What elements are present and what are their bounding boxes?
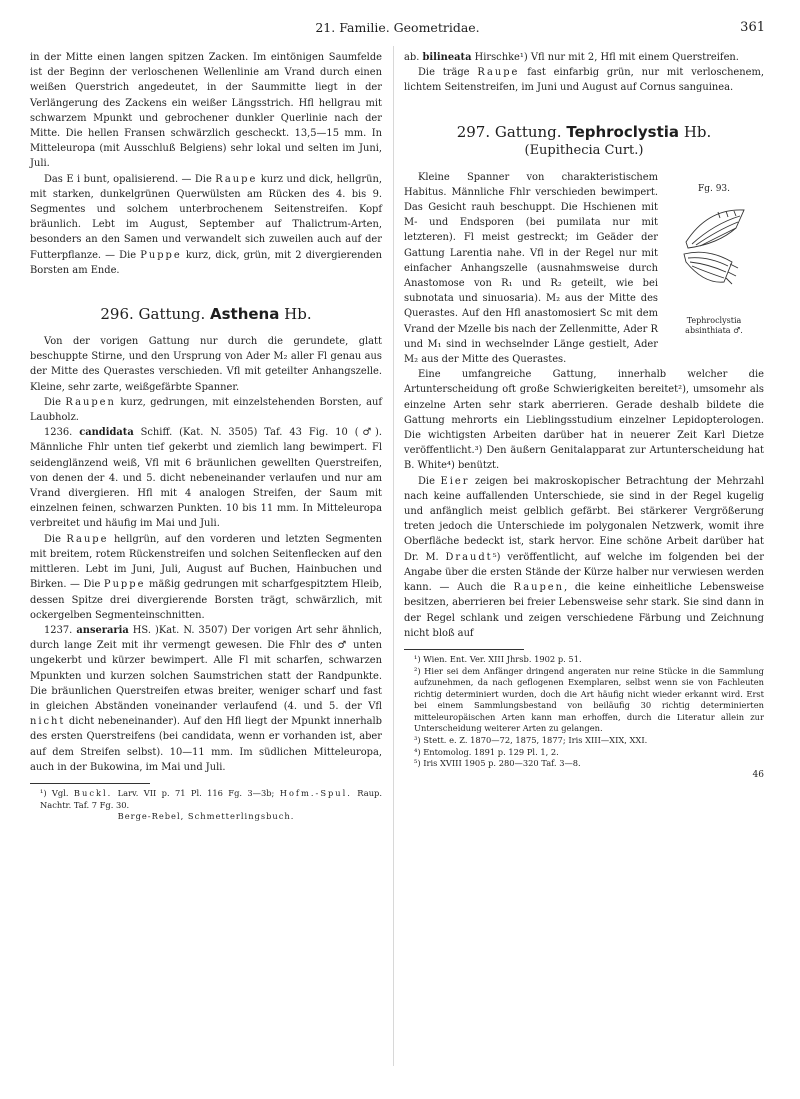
footnotes-left — [30, 783, 382, 823]
paragraph-right-1: ab. bilineata Hirschke¹) Vfl nur mit 2, Hfl mit einem Querstreifen. — [404, 52, 739, 63]
heading-synonym: (Eupithecia Curt.) — [524, 142, 644, 158]
paragraph-right-4: Eine umfangreiche Gattung, innerhalb welcher die Artunterscheidung oft große Schwierigkeiten bereitet²), umsomehr als einzelne Arten sehr stark aberrieren. Gerade deshalb bildete die Gattung mehrorts ein Lieblingsstudium einzelner Lepidopterologen. Die wichtigsten Arbeiten darüber hat in neuerer Zeit Karl Dietze veröffentlicht.³) Den äußern Genitalapparat zur Artunterscheidung hat B. White⁴) benützt. — [404, 369, 764, 472]
publisher-imprint: Berge-Rebel, Schmetterlingsbuch. — [117, 811, 295, 822]
figure-93 — [664, 170, 764, 346]
wing-venation-icon — [678, 202, 750, 312]
paragraph-right-2: Die träge Raupe fast einfarbig grün, nur mit verloschenem, lichtem Seitenstreifen, im Juni und August auf Cornus sanguinea. — [404, 67, 764, 94]
footnotes-right — [404, 649, 764, 782]
paragraph-left-3: Von der vorigen Gattung nur durch die gerundete, glatt beschuppte Stirne, und den Ursprung von Ader M₂ aller Fl genau aus der Mitte des Querastes verschieden. Vfl mit geteilter Anhangszelle. Kleine, sehr zarte, weißgefärbte Spanner. — [30, 336, 382, 393]
footnote-right-4: ⁴) Entomolog. 1891 p. 129 Pl. 1, 2. — [414, 746, 559, 757]
paragraph-left-4: Die Raupen kurz, gedrungen, mit einzelstehenden Borsten, auf Laubholz. — [30, 396, 383, 424]
footnote-right-3: ³) Stett. e. Z. 1870—72, 1875, 1877; Iris XIII—XIX, XXI. — [414, 735, 648, 746]
page-number: 361 — [740, 20, 765, 35]
column-divider — [393, 46, 394, 1066]
heading-tephroclystia: 297. Gattung. Tephroclystia Hb. — [456, 122, 712, 141]
entry-anseraria: 1237. anseraria HS. )Kat. N. 3507) Der vorigen Art sehr ähnlich, durch lange Zeit mit ihr vermengt gewesen. Die Fhlr des ♂ unten ungekerbt und kürzer bewimpert. Alle Fl mit scharfen, schwarzen Mpunkten und kurzen solchen Saumstrichen statt der Randpunkte. Die bräunlichen Querstreifen etwas breiter, weniger scharf und fast in gleichen Abständen voneinander verlaufend (4. und 5. der Vfl nicht dicht nebeneinander). Auf den Hfl liegt der Mpunkt innerhalb des ersten Querstreifens (bei candidata, wenn er vorhanden ist, aber auf dem Streifen selbst). 10—11 mm. Im südlichen Mitteleuropa, auch in der Bukowina, im Mai und Juli. — [30, 624, 383, 773]
running-title: 21. Familie. Geometridae. — [315, 20, 480, 35]
paragraph-left-1: in der Mitte einen langen spitzen Zacken. Im eintönigen Saumfelde ist der Beginn der verloschenen Wellenlinie am Vrand durch einen weißen Querstrich angedeutet, in der Saummitte liegt in der Verlängerung des Zackens ein weißer Längsstrich. Hfl hellgrau mit schwarzem Mpunkt und gebrochener dunkler Querlinie nach der Mitte. Die hellen Fransen schwärzlich gescheckt. 13,5—15 mm. In Mitteleuropa (mit Ausschluß Belgiens) sehr lokal und selten im Juni, Juli. — [30, 52, 382, 170]
figure-label: Fg. 93. — [697, 183, 731, 194]
figure-caption: Tephroclystia absinthiata ♂. — [685, 315, 743, 335]
footnote-right-1: ¹) Wien. Ent. Ver. XIII Jhrsb. 1902 p. 51. — [414, 653, 582, 664]
footnote-right-2: ²) Hier sei dem Anfänger dringend angeraten nur reine Stücke in die Sammlung aufzunehmen, da nach geflogenen Exemplaren, selbst wenn sie von Fachleuten richtig determiniert wurden, doch die Art häufig nicht wieder erkannt wird. Erst bei einem Sammlungsbestand von beiläufig 30 richtig determinierten mitteleuropäischen Arten kann man erhoffen, durch die Literatur allein zur Unterscheidung weiterer Arten zu gelangen. — [414, 665, 764, 734]
footnote-left-1: ¹) Vgl. Buckl. Larv. VII p. 71 Pl. 116 Fg. 3—3b; Hofm.-Spul. Raup. Nachtr. Taf. 7 Fg. 30. — [40, 787, 382, 810]
left-column — [30, 50, 382, 823]
paragraph-right-5: Die Eier zeigen bei makroskopischer Betrachtung der Mehrzahl nach keine auffallenden Unterschiede, sie sind in der Regel kugelig und anfänglich meist gelblich gefärbt. Bei stärkerer Vergrößerung treten jedoch die Unterschiede im polygonalen Netzwerk, womit ihre Oberfläche bedeckt ist, stark hervor. Eine schöne Arbeit darüber hat Dr. M. Draudt⁵) veröffentlicht, auf welche im folgenden bei der Angabe über die ersten Stände der Kürze halber nur verwiesen werden kann. — Auch die Raupen, die keine einheitliche Lebensweise besitzen, aberrieren bei freier Lebensweise sehr stark. Sie sind dann in der Regel schlank und zeigen verschiedene Färbung und Zeichnung nicht bloß auf — [404, 475, 765, 639]
heading-asthena: 296. Gattung. Asthena Hb. — [100, 305, 312, 324]
right-column — [404, 50, 764, 781]
sheet-number: 46 — [752, 769, 764, 780]
paragraph-right-3: Kleine Spanner von charakteristischem Habitus. Männliche Fhlr verschieden bewimpert. Das Gesicht rauh beschuppt. Die Hschienen mit M- und Endsporen (bei pumilata nur mit letzteren). Fl meist gestreckt; im Geäder der Gattung Larentia nahe. Vfl in der Regel nur mit einfacher Anhangszelle (ausnahmsweise durch Anastomose von R₁ und R₂ geteilt, wie bei subnotata und sinuosaria). M₂ aus der Mitte des Querastes. Auf den Hfl anastomosiert Sc mit dem Vrand der Mzelle bis nach der Zellenmitte, Ader R und M₁ sind in wechselnder Länge gestielt, Ader M₂ aus der Mitte des Querastes. — [404, 171, 658, 366]
footnote-right-5: ⁵) Iris XVIII 1905 p. 280—320 Taf. 3—8. — [414, 758, 581, 769]
paragraph-left-2: Das E i bunt, opalisierend. — Die Raupe kurz und dick, hellgrün, mit starken, dunkelgrünen Querwülsten am Rücken des 4. bis 9. Segmentes und solchem unterbrochenem Seitenstreifen. Kopf bräunlich. Lebt im August, September auf Thalictrum-Arten, besonders an den Samen und verwandelt sich zuweilen auch auf der Futterpflanze. — Die Puppe kurz, dick, grün, mit 2 divergierenden Borsten am Ende. — [30, 173, 383, 276]
entry-candidata: 1236. candidata Schiff. (Kat. N. 3505) Taf. 43 Fig. 10 (♂). Männliche Fhlr unten tief gekerbt und ziemlich lang bewimpert. Fl seidenglänzend weiß, Vfl mit 6 bräunlichen gewellten Querstreifen, von denen der 4. und 5. dicht nebeneinander verlaufen und nur am Vrand divergieren. Hfl mit 4 analogen Streifen, der Saum mit einzelnen feinen, schwarzen Punkten. 10 bis 11 mm. In Mitteleuropa verbreitet und häufig im Mai und Juli. — [30, 427, 382, 530]
running-header — [30, 18, 765, 40]
paragraph-left-6: Die Raupe hellgrün, auf den vorderen und letzten Segmenten mit breitem, rotem Rückenstreifen und solchen Seitenflecken auf den mittleren. Lebt im Juni, Juli, August auf Buchen, Hainbuchen und Birken. — Die Puppe mäßig gedrungen mit scharfgespitztem Hleib, dessen Spitze drei divergierende Borsten trägt, schwärzlich, mit ockergelben Segmenteinschnitten. — [30, 533, 382, 621]
